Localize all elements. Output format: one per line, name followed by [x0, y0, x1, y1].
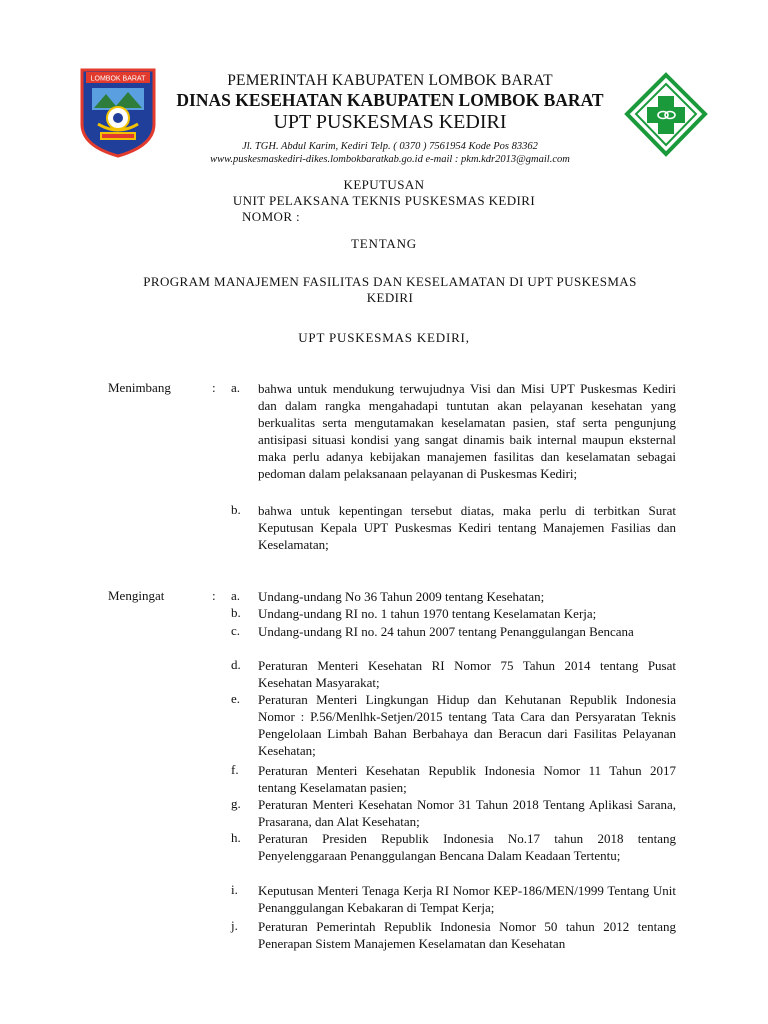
mengingat-item-text: Peraturan Menteri Kesehatan RI Nomor 75 Tahun 2014 tentang Pusat Kesehatan Masyarakat;	[258, 658, 676, 690]
mengingat-item-text: Peraturan Menteri Kesehatan Republik Indonesia Nomor 11 Tahun 2017 tentang Keselamatan pasien;	[258, 763, 676, 795]
menimbang-label: Menimbang	[108, 380, 171, 395]
mengingat-item-letter: b.	[231, 605, 241, 620]
unit-heading: UNIT PELAKSANA TEKNIS PUSKESMAS KEDIRI	[232, 193, 536, 208]
menimbang-item-letter: b.	[231, 502, 241, 517]
mengingat-item-text: Undang-undang RI no. 24 tahun 2007 tentang Penanggulangan Bencana	[258, 624, 634, 639]
mengingat-item-letter: j.	[231, 918, 238, 933]
mengingat-item-text: Undang-undang RI no. 1 tahun 1970 tentang Keselamatan Kerja;	[258, 606, 597, 621]
nomor-label: NOMOR :	[242, 209, 301, 224]
mengingat-item-text: Peraturan Menteri Lingkungan Hidup dan Kehutanan Republik Indonesia Nomor : P.56/Menlhk-Setjen/2015 tentang Tata Cara dan Persyaratan Teknis Pengelolaan Limbah Bahan Berbahaya dan Beracun dari Fasilitas Pelayanan Kesehatan;	[258, 692, 676, 758]
letterhead	[160, 72, 620, 166]
mengingat-item-text: Peraturan Presiden Republik Indonesia No.17 tahun 2018 tentang Penyelenggaraan Penanggulangan Bencana Dalam Keadaan Tertentu;	[258, 831, 676, 863]
lombok-barat-emblem-icon	[78, 66, 158, 158]
mengingat-item-text: Peraturan Menteri Kesehatan Nomor 31 Tahun 2018 Tentang Aplikasi Sarana, Prasarana, dan Alat Kesehatan;	[258, 797, 676, 829]
menimbang-colon: :	[212, 380, 216, 395]
mengingat-item-letter: h.	[231, 830, 241, 845]
menimbang-item-text: bahwa untuk kepentingan tersebut diatas, maka perlu di terbitkan Surat Keputusan Kepala UPT Puskesmas Kediri tentang Manajemen Fasilias dan Keselamatan;	[258, 503, 676, 552]
department-name: DINAS KESEHATAN KABUPATEN LOMBOK BARAT	[176, 90, 604, 110]
mengingat-item-text: Undang-undang No 36 Tahun 2009 tentang Kesehatan;	[258, 589, 545, 604]
web-email-line: www.puskesmaskediri-dikes.lombokbaratkab.go.id e-mail : pkm.kdr2013@gmail.com	[210, 154, 570, 165]
mengingat-item-letter: i.	[231, 882, 238, 897]
address-line: Jl. TGH. Abdul Karim, Kediri Telp. ( 0370 ) 7561954 Kode Pos 83362	[242, 141, 538, 152]
tentang-heading: TENTANG	[351, 236, 417, 251]
mengingat-colon: :	[212, 588, 216, 603]
unit-name: UPT PUSKESMAS KEDIRI	[273, 111, 507, 133]
mengingat-item-text: Keputusan Menteri Tenaga Kerja RI Nomor KEP-186/MEN/1999 Tentang Unit Penanggulangan Kebakaran di Tempat Kerja;	[258, 883, 676, 915]
menimbang-item-text: bahwa untuk mendukung terwujudnya Visi dan Misi UPT Puskesmas Kediri dan dalam rangka mengahadapi tuntutan akan pelayanan kesehatan yang berkualitas serta mengutamakan keselamatan pasien, staf serta pengunjung antisipasi situasi kondisi yang sangat dinamis baik internal maupun eksternal maka perlu adanya kebijakan manajemen fasilitas dan keselamatan sebagai pedoman dalam pelaksanaan pelayanan di Puskesmas Kediri;	[258, 381, 676, 481]
mengingat-item-letter: e.	[231, 691, 241, 706]
mengingat-item-letter: c.	[231, 623, 241, 638]
mengingat-item-letter: g.	[231, 796, 241, 811]
emblem-banner-text: LOMBOK BARAT	[90, 75, 146, 83]
mengingat-item-letter: f.	[231, 762, 239, 777]
program-title: PROGRAM MANAJEMEN FASILITAS DAN KESELAMATAN DI UPT PUSKESMAS KEDIRI	[143, 274, 637, 305]
issuer-heading: UPT PUSKESMAS KEDIRI,	[298, 330, 470, 345]
menimbang-item-letter: a.	[231, 380, 241, 395]
mengingat-label: Mengingat	[108, 588, 165, 603]
mengingat-item-letter: d.	[231, 657, 241, 672]
keputusan-heading: KEPUTUSAN	[343, 177, 425, 192]
puskesmas-cross-icon	[624, 72, 708, 158]
mengingat-item-letter: a.	[231, 588, 241, 603]
government-name: PEMERINTAH KABUPATEN LOMBOK BARAT	[227, 72, 553, 89]
mengingat-item-text: Peraturan Pemerintah Republik Indonesia Nomor 50 tahun 2012 tentang Penerapan Sistem Manajemen Keselamatan dan Kesehatan	[258, 919, 676, 951]
